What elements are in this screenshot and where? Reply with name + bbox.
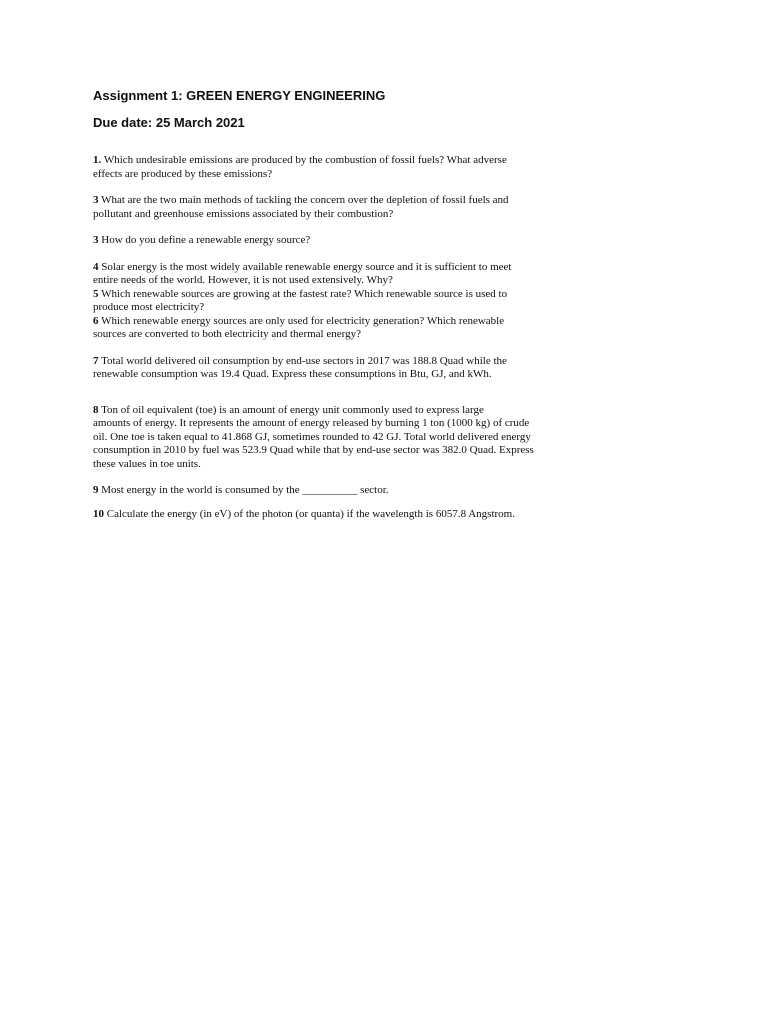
question-number: 8 [93, 403, 99, 416]
question-number: 1. [93, 154, 102, 166]
question-line [93, 484, 568, 498]
question-text: Calculate the energy (in eV) of the photon (or quanta) if the wavelength is 6057.8 Angstrom. [106, 507, 515, 520]
question-text: Which renewable energy sources are only used for electricity generation? Which renewable [101, 314, 505, 327]
question-text: these values in toe units. [93, 457, 201, 470]
question-line [93, 261, 568, 275]
question-text: Which undesirable emissions are produced by the combustion of fossil fuels? What adverse [103, 154, 507, 166]
question-text: oil. One toe is taken equal to 41.868 GJ, sometimes rounded to 42 GJ. Total world delivered energy [93, 430, 531, 443]
question-number: 6 [93, 314, 99, 327]
question-number: 10 [93, 507, 104, 520]
question-text: produce most electricity? [93, 301, 205, 313]
question-line [93, 508, 568, 522]
question-text: entire needs of the world. However, it is not used extensively. Why? [93, 274, 393, 286]
question-text: Which renewable sources are growing at the fastest rate? Which renewable source is used to [101, 287, 508, 300]
question-3a [93, 194, 568, 221]
question-text: Most energy in the world is consumed by the __________ sector. [101, 484, 389, 496]
question-8 [93, 404, 568, 472]
question-7 [93, 355, 568, 382]
assignment-title: Assignment 1: GREEN ENERGY ENGINEERING [93, 88, 386, 103]
question-text: effects are produced by these emissions? [93, 167, 273, 180]
question-number: 9 [93, 484, 99, 496]
question-4 [93, 261, 568, 288]
question-10 [93, 508, 568, 522]
question-number: 3 [93, 194, 99, 206]
question-line [93, 404, 568, 418]
question-5 [93, 288, 568, 315]
question-1 [93, 154, 568, 181]
question-line [93, 234, 568, 248]
question-text: Solar energy is the most widely available renewable energy source and it is sufficient to meet [101, 260, 512, 273]
question-text: sources are converted to both electricity and thermal energy? [93, 328, 361, 340]
question-text: Total world delivered oil consumption by end-use sectors in 2017 was 188.8 Quad while the [101, 354, 507, 367]
question-text: Ton of oil equivalent (toe) is an amount of energy unit commonly used to express large [101, 403, 484, 416]
question-text: renewable consumption was 19.4 Quad. Express these consumptions in Btu, GJ, and kWh. [93, 368, 492, 380]
question-text: What are the two main methods of tackling the concern over the depletion of fossil fuels and [101, 194, 509, 206]
question-number: 4 [93, 260, 99, 273]
question-line [93, 355, 568, 369]
question-line [93, 288, 568, 302]
question-number: 7 [93, 354, 99, 367]
question-line [93, 154, 568, 168]
question-line [93, 194, 568, 208]
question-6 [93, 315, 568, 342]
due-date: Due date: 25 March 2021 [93, 115, 245, 130]
question-list [93, 154, 568, 521]
question-number: 3 [93, 234, 99, 246]
question-text: How do you define a renewable energy source? [101, 234, 311, 246]
question-text: consumption in 2010 by fuel was 523.9 Quad while that by end-use sector was 382.0 Quad. Express [93, 444, 534, 456]
question-9 [93, 484, 568, 498]
question-number: 5 [93, 287, 99, 300]
question-3b [93, 234, 568, 248]
question-text: amounts of energy. It represents the amount of energy released by burning 1 ton (1000 kg) of crude [93, 417, 530, 429]
question-text: pollutant and greenhouse emissions associated by their combustion? [93, 207, 394, 220]
question-line [93, 315, 568, 329]
